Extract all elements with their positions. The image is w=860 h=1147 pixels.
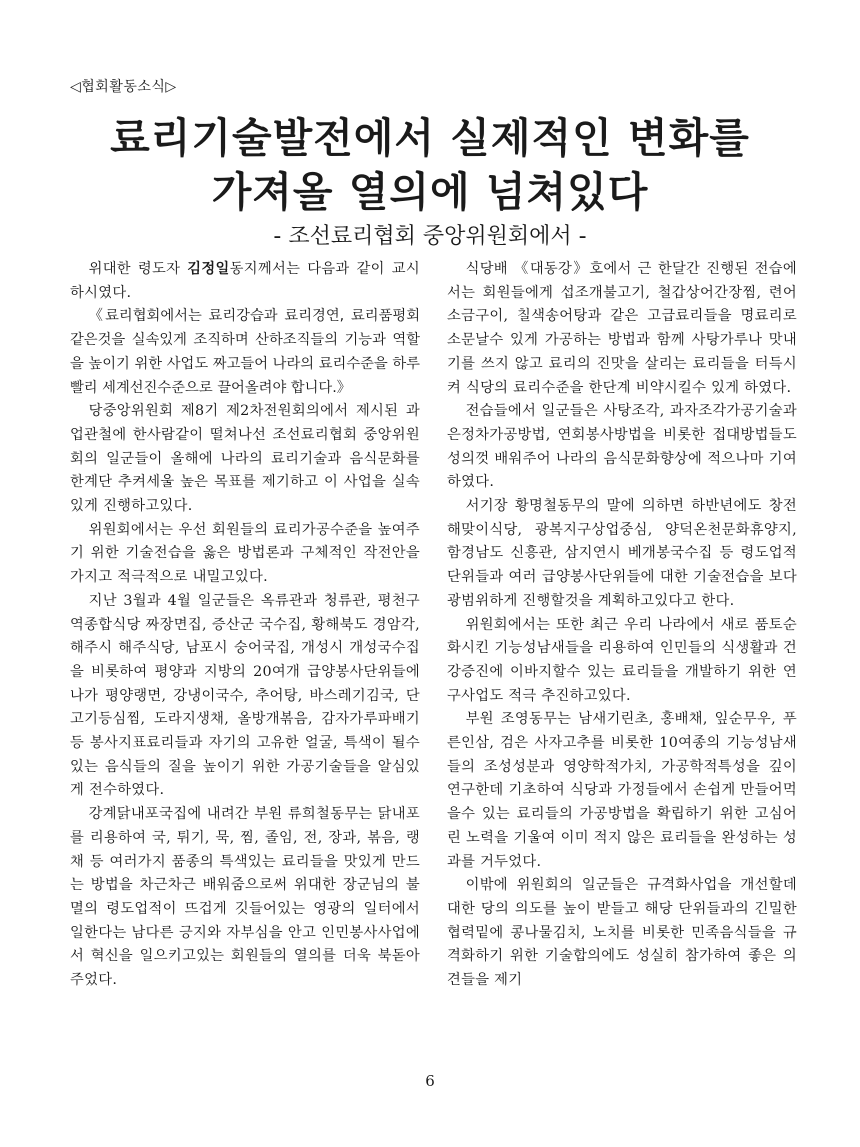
leader-name: 김정일 [187,261,230,277]
paragraph: 지난 3월과 4월 일군들은 옥류관과 청류관, 평천구역종합식당 짜장면집, 증산군 국수집, 황해북도 경암각, 해주시 해주식당, 남포시 숭어국집, 개성시 개성국수집을 비롯하여 평양과 지방의 20여개 급양봉사단위들에 나가 평양랭면, 강냉이국수, 추어탕, 바스레기김국, 단고기등심찜, 도라지생채, 올방개볶음, 감자가루파배기 등 봉사지표료리들과 자기의 고유한 얼굴, 특색이 될수 있는 음식들의 질을 높이기 위한 가공기술들을 알심있게 전수하였다. [70,592,420,799]
section-tag: ◁협회활동소식▷ [70,79,177,95]
paragraph-text: 동지께서는 다음과 같이 교시하시였다. [70,261,420,301]
page-number: 6 [425,1072,435,1090]
paragraph: 이밖에 위원회의 일군들은 규격화사업을 개선할데 대한 당의 의도를 높이 받들고 해당 단위들과의 긴밀한 협력밑에 콩나물김치, 노치를 비롯한 민족음식들을 규격화하기 위한 기술합의에도 성실히 참가하여 좋은 의견들을 제기 [447,877,797,989]
paragraph: 식당배 《대동강》호에서 근 한달간 진행된 전습에서는 회원들에게 섭조개불고기, 철갑상어간장찜, 련어소금구이, 칠색송어탕과 같은 고급료리들을 명료리로 소문날수 있게 가공하는 방법과 함께 사탕가루나 맛내기를 쓰지 않고 료리의 진맛을 살리는 료리들을 터득시켜 식당의 료리수준을 한단계 비약시킬수 있게 하였다. [447,261,797,396]
paragraph: 전습들에서 일군들은 사탕조각, 과자조각가공기술과 은정차가공방법, 연회봉사방법을 비롯한 접대방법들도 성의껏 배워주어 나라의 음식문화향상에 적으나마 기여하였다. [447,403,797,491]
paragraph: 위원회에서는 또한 최근 우리 나라에서 새로 품토순화시킨 기능성남새들을 리용하여 인민들의 식생활과 건강증진에 이바지할수 있는 료리들을 개발하기 위한 연구사업도 적극 추진하고있다. [447,616,797,704]
paragraph: 위원회에서는 우선 회원들의 료리가공수준을 높여주기 위한 기술전습을 옳은 방법론과 구체적인 작전안을 가지고 적극적으로 내밀고있다. [70,521,420,586]
right-column [447,258,797,993]
paragraph: 서기장 황명철동무의 말에 의하면 하반년에도 창전해맞이식당, 광복지구상업중심, 양덕온천문화휴양지, 함경남도 신흥관, 삼지연시 베개봉국수집 등 령도업적단위들과 여러 급양봉사단위들에 대한 기술전습을 보다 광범위하게 진행할것을 계획하고있다고 한다. [447,498,797,609]
article-subtitle: - 조선료리협회 중앙위원회에서 - [273,224,587,249]
paragraph [70,258,420,305]
paragraph: 부원 조영동무는 남새기린초, 홍배채, 잎순무우, 푸른인삼, 검은 사자고추를 비롯한 10여종의 기능성남새들의 조성성분과 영양학적가치, 가공학적특성을 깊이 연구한데 기초하여 식당과 가정들에서 손쉽게 만들어먹을수 있는 료리들의 가공방법을 확립하기 위한 고심어린 노력을 기울여 이미 적지 않은 료리들을 완성하는 성과를 거두었다. [447,711,797,870]
paragraph-text: 위대한 령도자 [88,261,188,277]
paragraph: 당중앙위원회 제8기 제2차전원회의에서 제시된 과업관철에 한사람같이 떨쳐나선 조선료리협회 중앙위원회의 일군들이 올해에 나라의 료리기술과 음식문화를 한계단 추켜세울 높은 목표를 제기하고 이 사업을 실속있게 진행하고있다. [70,403,420,515]
quotation-paragraph: 《료리협회에서는 료리강습과 료리경연, 료리품평회 같은것을 실속있게 조직하며 산하조직들의 기능과 역할을 높이기 위한 사업도 짜고들어 나라의 료리수준을 하루빨리 세계선진수준으로 끌어올려야 합니다.》 [70,308,420,396]
paragraph: 강계닭내포국집에 내려간 부원 류희철동무는 닭내포를 리용하여 국, 튀기, 묵, 찜, 졸임, 전, 장과, 볶음, 랭채 등 여러가지 품종의 특색있는 료리들을 맛있게 만드는 방법을 차근차근 배워줌으로써 위대한 장군님의 불멸의 령도업적이 뜨겁게 깃들어있는 영광의 일터에서 일한다는 남다른 긍지와 자부심을 안고 인민봉사사업에서 혁신을 일으키고있는 회원들의 열의를 더욱 북돋아주었다. [70,806,420,989]
article-title-line-1: 료리기술발전에서 실제적인 변화를 [110,114,750,162]
article-title-line-2: 가져올 열의에 넘쳐있다 [211,168,649,216]
left-column [70,258,420,993]
